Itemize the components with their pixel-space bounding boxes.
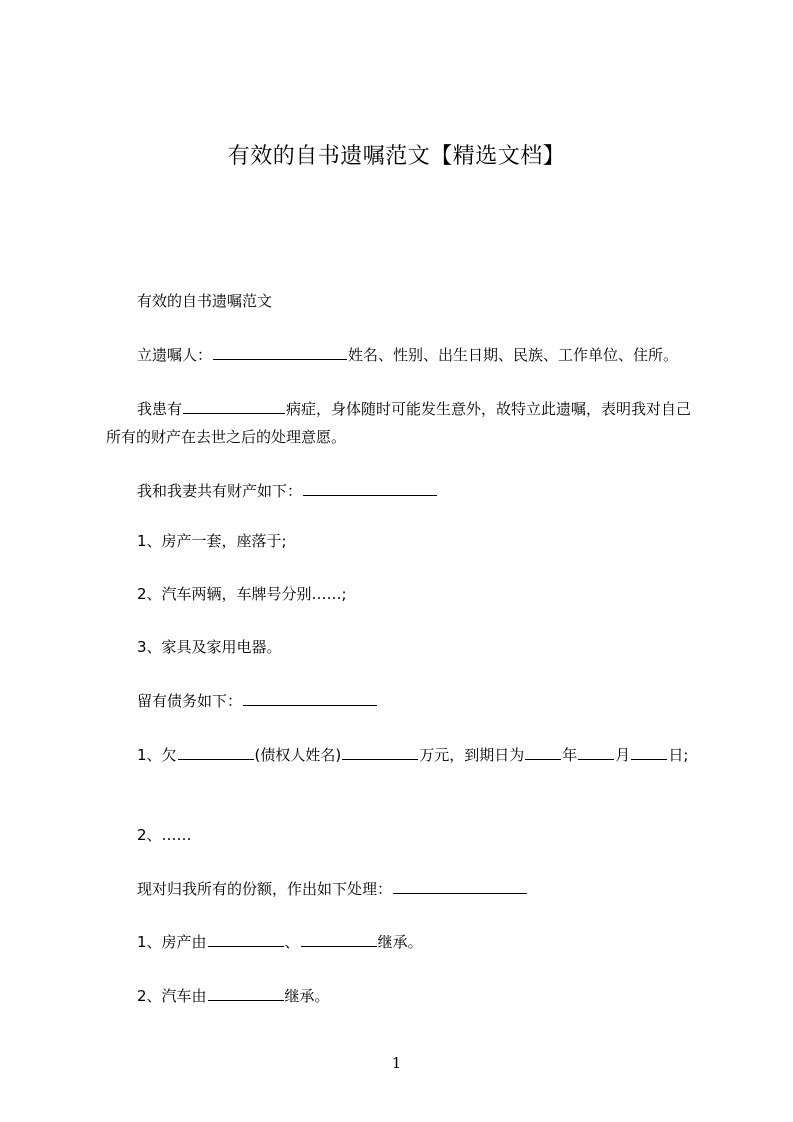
debt-item-2: 2、…… — [137, 826, 192, 844]
debt-year-label: 年 — [562, 746, 578, 764]
illness-line1-rest: 病症，身体随时可能发生意外，故特立此遗嘱，表明我对 — [286, 400, 662, 418]
property-item-1: 1、房产一套，座落于; — [137, 532, 287, 550]
debts-label: 留有债务如下： — [137, 692, 243, 710]
debt-day-label: 日; — [668, 746, 689, 764]
disposal-label: 现对归我所有的份额，作出如下处理： — [137, 880, 393, 898]
debt-item-1 — [106, 741, 704, 769]
disposal-item-2 — [106, 982, 704, 1010]
illness-blank — [183, 398, 285, 414]
disposal-blank — [393, 878, 527, 894]
debt-creditor-label: (债权人姓名) — [254, 746, 342, 764]
testator-label: 立遗嘱人： — [137, 346, 213, 364]
joint-property-paragraph — [106, 477, 704, 505]
disposal-item-1 — [106, 928, 704, 956]
heir-1-blank — [208, 931, 284, 947]
debt-month-label: 月 — [615, 746, 631, 764]
document-title: 有效的自书遗嘱范文【精选文档】 — [227, 144, 566, 169]
debt-item-1-prefix: 1、欠 — [137, 746, 177, 764]
property-item-3: 3、家具及家用电器。 — [137, 638, 282, 656]
heir-2-blank — [301, 931, 377, 947]
debt-day-blank — [631, 744, 667, 760]
disposal-paragraph — [106, 875, 704, 903]
debt-sum-blank — [342, 744, 418, 760]
illness-paragraph — [106, 395, 704, 451]
disposal-item-1-sep: 、 — [284, 933, 300, 951]
illness-line2: 自己所有的财产在去世之后的处理意愿。 — [106, 400, 692, 446]
car-heir-blank — [208, 985, 284, 1001]
document-subtitle: 有效的自书遗嘱范文 — [137, 292, 273, 310]
joint-property-label: 我和我妻共有财产如下： — [137, 482, 303, 500]
property-item-2: 2、汽车两辆，车牌号分别……; — [137, 585, 347, 603]
debts-paragraph — [106, 687, 704, 715]
joint-property-blank — [303, 480, 437, 496]
disposal-item-1-prefix: 1、房产由 — [137, 933, 207, 951]
debt-year-blank — [525, 744, 561, 760]
disposal-item-2-suffix: 继承。 — [284, 987, 330, 1005]
illness-prefix: 我患有 — [137, 400, 183, 418]
testator-blank — [213, 344, 347, 360]
testator-fields: 姓名、性别、出生日期、民族、工作单位、住所。 — [348, 346, 679, 364]
debts-blank — [243, 690, 377, 706]
testator-paragraph — [106, 341, 704, 369]
debt-amount-blank — [178, 744, 254, 760]
disposal-item-2-prefix: 2、汽车由 — [137, 987, 207, 1005]
disposal-item-1-suffix: 继承。 — [377, 933, 423, 951]
debt-amount-unit: 万元，到期日为 — [419, 746, 525, 764]
page-number: 1 — [391, 1054, 402, 1072]
debt-month-blank — [578, 744, 614, 760]
